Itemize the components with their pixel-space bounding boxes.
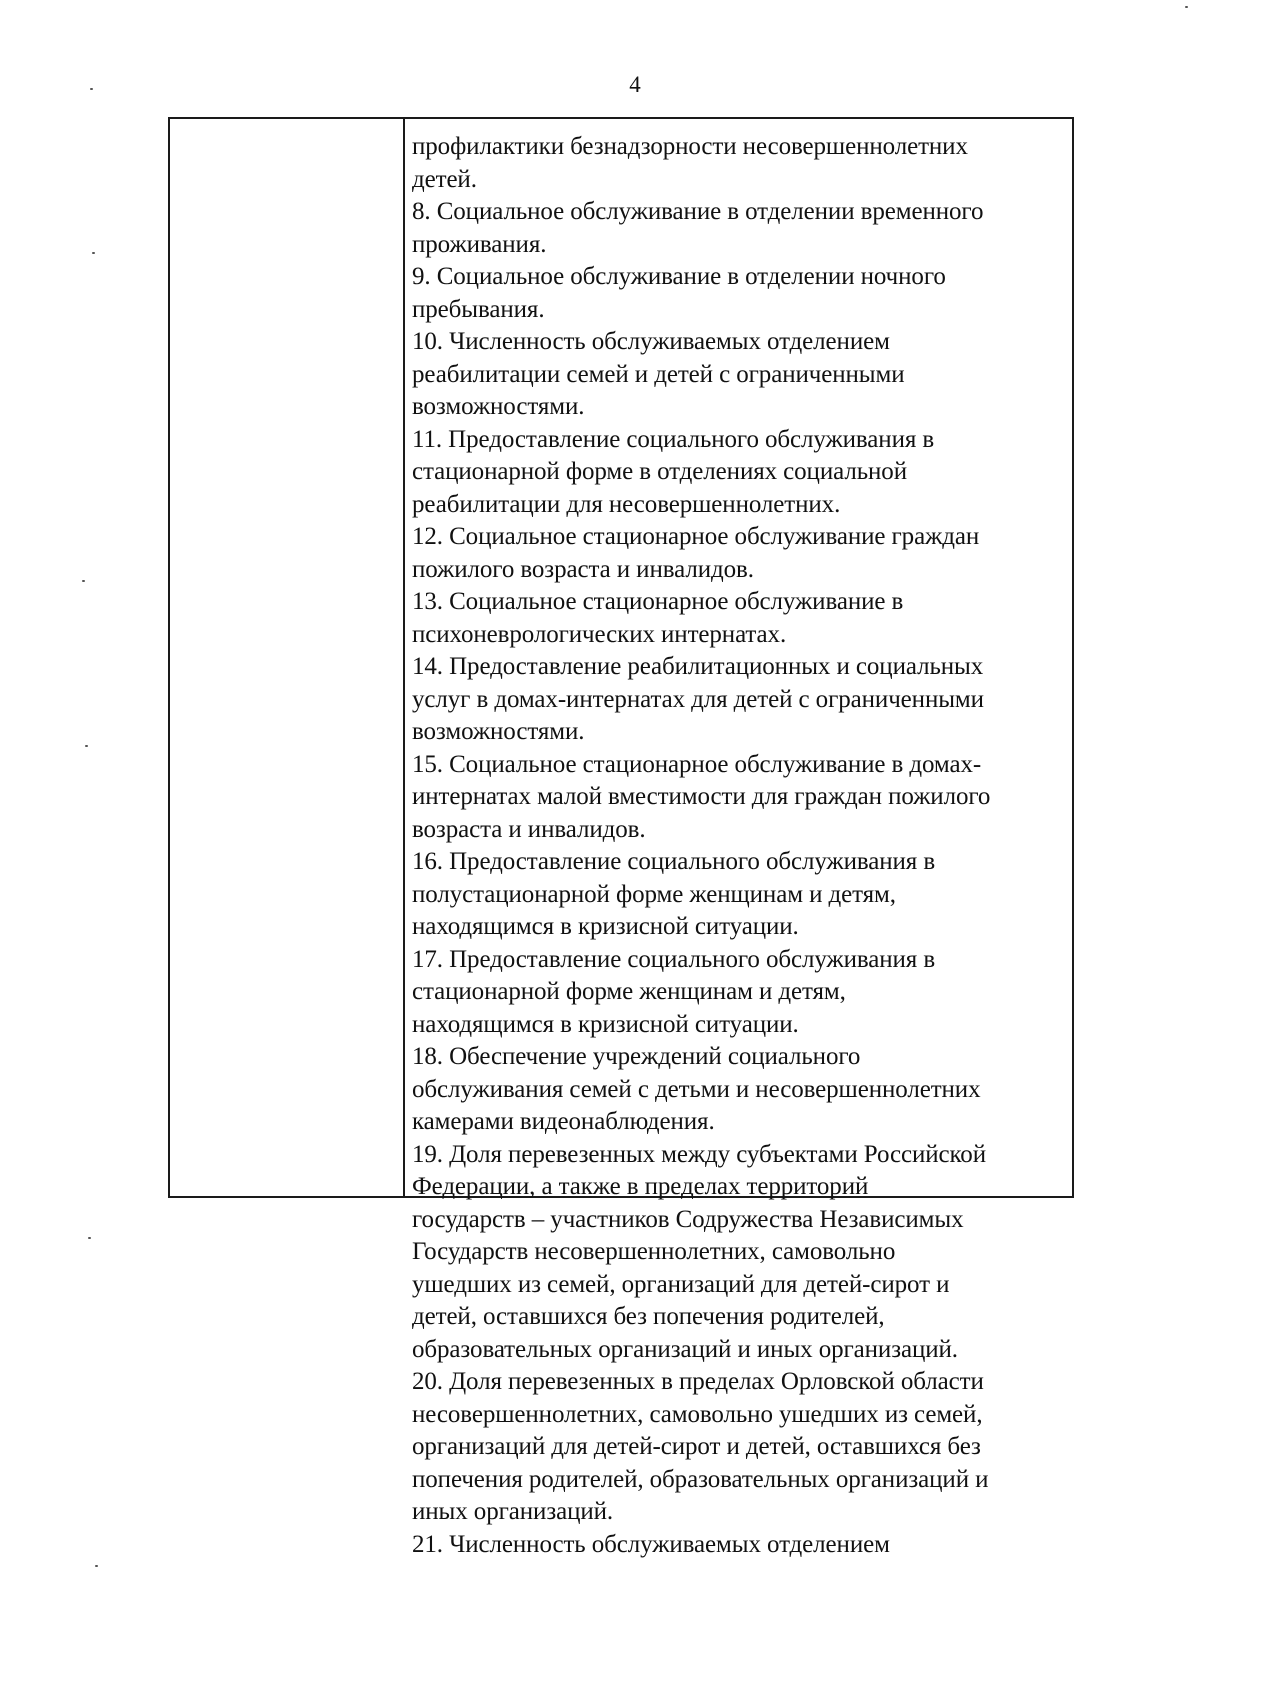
text-line: несовершеннолетних, самовольно ушедших из семей, xyxy=(412,1400,983,1428)
text-line: профилактики безнадзорности несовершеннолетних xyxy=(412,133,968,160)
document-table xyxy=(168,117,1074,1558)
text-line: попечения родителей, образовательных организаций и xyxy=(412,1465,989,1493)
text-line: 18. Обеспечение учреждений социального xyxy=(412,1043,861,1070)
text-line: интернатах малой вместимости для граждан пожилого xyxy=(412,783,991,810)
table-right-cell xyxy=(405,119,1072,1558)
text-line: стационарной форме женщинам и детям, xyxy=(412,978,846,1005)
text-line: иных организаций. xyxy=(412,1498,614,1525)
text-line: полустационарной форме женщинам и детям, xyxy=(412,880,896,908)
text-line: 16. Предоставление социального обслуживания в xyxy=(412,848,936,875)
scan-speck xyxy=(92,252,95,254)
text-line: реабилитации семей и детей с ограниченными xyxy=(412,360,905,388)
text-line: 20. Доля перевезенных в пределах Орловской области xyxy=(412,1368,984,1395)
text-line: возможностями. xyxy=(412,718,585,745)
text-line: организаций для детей-сирот и детей, оставшихся без xyxy=(412,1433,981,1460)
text-line: находящимся в кризисной ситуации. xyxy=(412,913,799,940)
text-line: пребывания. xyxy=(412,295,545,323)
scan-speck xyxy=(82,580,85,582)
text-line: 12. Социальное стационарное обслуживание граждан xyxy=(412,523,980,550)
text-line: ушедших из семей, организаций для детей-сирот и xyxy=(412,1270,950,1298)
text-line: обслуживания семей с детьми и несовершеннолетних xyxy=(412,1075,981,1103)
text-line: стационарной форме в отделениях социальной xyxy=(412,458,907,485)
scan-speck xyxy=(90,88,93,90)
text-line: реабилитации для несовершеннолетних. xyxy=(412,490,841,518)
text-line: 14. Предоставление реабилитационных и социальных xyxy=(412,653,984,680)
scan-speck xyxy=(85,745,88,747)
text-line: 9. Социальное обслуживание в отделении ночного xyxy=(412,263,946,290)
scan-speck xyxy=(1185,6,1188,8)
scan-speck xyxy=(88,1237,91,1239)
text-line: пожилого возраста и инвалидов. xyxy=(412,555,754,583)
text-line: образовательных организаций и иных организаций. xyxy=(412,1335,958,1363)
text-line: возможностями. xyxy=(412,393,585,420)
text-line: услуг в домах-интернатах для детей с ограниченными xyxy=(412,685,984,713)
text-line: Федерации, а также в пределах территорий xyxy=(412,1173,869,1200)
text-line: возраста и инвалидов. xyxy=(412,815,646,843)
text-line: Государств несовершеннолетних, самовольно xyxy=(412,1238,896,1265)
text-line: 11. Предоставление социального обслуживания в xyxy=(412,425,935,453)
text-line: детей. xyxy=(412,165,477,193)
text-line: находящимся в кризисной ситуации. xyxy=(412,1010,799,1038)
text-line: 13. Социальное стационарное обслуживание в xyxy=(412,588,904,615)
text-line: камерами видеонаблюдения. xyxy=(412,1108,715,1135)
text-line: 8. Социальное обслуживание в отделении временного xyxy=(412,198,984,225)
text-line: детей, оставшихся без попечения родителей, xyxy=(412,1303,885,1330)
table-left-cell xyxy=(170,119,405,1196)
scan-speck xyxy=(95,1565,98,1567)
text-line: 19. Доля перевезенных между субъектами Российской xyxy=(412,1140,986,1168)
text-line: 10. Численность обслуживаемых отделением xyxy=(412,328,890,355)
text-line: проживания. xyxy=(412,230,547,258)
text-line: государств – участников Содружества Независимых xyxy=(412,1205,964,1233)
text-line: 21. Численность обслуживаемых отделением xyxy=(412,1530,890,1558)
text-line: 15. Социальное стационарное обслуживание в домах- xyxy=(412,750,982,778)
text-line: 17. Предоставление социального обслуживания в xyxy=(412,945,936,973)
text-line: психоневрологических интернатах. xyxy=(412,620,787,648)
page-number: 4 xyxy=(629,72,641,97)
